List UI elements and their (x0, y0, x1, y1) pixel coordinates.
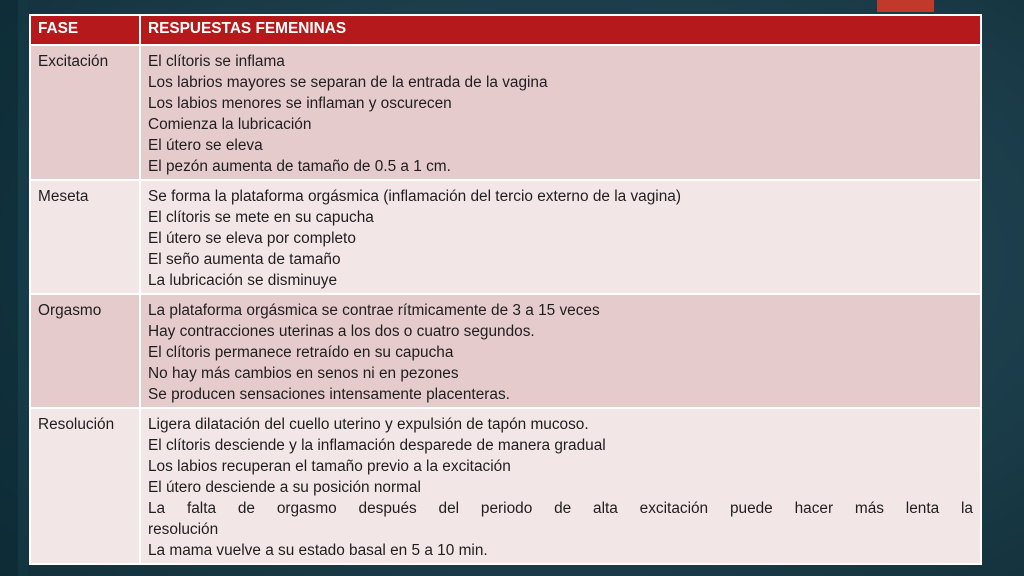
response-line: El pezón aumenta de tamaño de 0.5 a 1 cm. (148, 158, 451, 175)
response-line: El útero se eleva por completo (148, 230, 356, 247)
phase-cell: Resolución (30, 408, 140, 564)
corner-accent-bar (877, 0, 934, 12)
response-line: Se producen sensaciones intensamente placenteras. (148, 386, 510, 403)
response-line: Se forma la plataforma orgásmica (inflamación del tercio externo de la vagina) (148, 188, 681, 205)
response-line: Los labrios mayores se separan de la entrada de la vagina (148, 74, 548, 91)
response-line: La falta de orgasmo después del periodo de alta excitación puede hacer más lenta la (148, 500, 973, 517)
response-line: Comienza la lubricación (148, 116, 312, 133)
header-respuestas: RESPUESTAS FEMENINAS (140, 15, 981, 45)
responses-cell (140, 408, 981, 564)
table-row-meseta (30, 180, 981, 294)
response-line: No hay más cambios en senos ni en pezones (148, 365, 459, 382)
responses-cell (140, 294, 981, 408)
response-line: El clítoris se mete en su capucha (148, 209, 374, 226)
phase-cell: Excitación (30, 45, 140, 180)
table-row-orgasmo (30, 294, 981, 408)
response-line: El útero se eleva (148, 137, 263, 154)
response-line: Los labios menores se inflaman y oscurecen (148, 95, 452, 112)
phase-cell: Meseta (30, 180, 140, 294)
response-line: resolución (148, 521, 219, 538)
background-stripe-inner (18, 0, 28, 576)
response-line: El útero desciende a su posición normal (148, 479, 421, 496)
response-line: La plataforma orgásmica se contrae rítmicamente de 3 a 15 veces (148, 302, 600, 319)
header-fase: FASE (30, 15, 140, 45)
response-line: El seño aumenta de tamaño (148, 251, 341, 268)
response-line: La lubricación se disminuye (148, 272, 338, 289)
response-line: El clítoris desciende y la inflamación desparede de manera gradual (148, 437, 606, 454)
response-line: Los labios recuperan el tamaño previo a la excitación (148, 458, 511, 475)
response-line: La mama vuelve a su estado basal en 5 a 10 min. (148, 542, 488, 559)
background-stripe (0, 0, 18, 576)
responses-cell (140, 45, 981, 180)
table-row-resolucion (30, 408, 981, 564)
table-header-row (30, 15, 981, 45)
response-line: Ligera dilatación del cuello uterino y expulsión de tapón mucoso. (148, 416, 589, 433)
response-line: El clítoris permanece retraído en su capucha (148, 344, 454, 361)
table-row-excitacion (30, 45, 981, 180)
phase-cell: Orgasmo (30, 294, 140, 408)
response-line: Hay contracciones uterinas a los dos o cuatro segundos. (148, 323, 535, 340)
phases-table (29, 14, 982, 565)
response-line: El clítoris se inflama (148, 53, 285, 70)
responses-cell (140, 180, 981, 294)
